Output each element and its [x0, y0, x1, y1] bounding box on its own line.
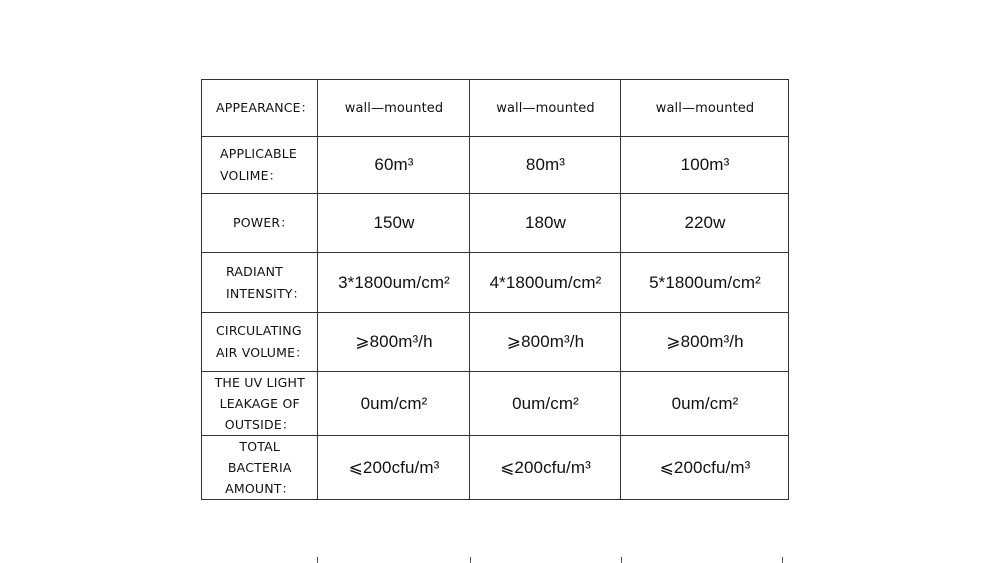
divider-tick [317, 557, 318, 563]
table-cell: 80m³ [470, 137, 621, 194]
row-label-appearance: APPEARANCE： [202, 80, 318, 137]
table-cell: ⩽200cfu/m³ [470, 436, 621, 500]
table-row-radiant-intensity [202, 253, 789, 313]
table-row-applicable-volume [202, 137, 789, 194]
table-cell: 0um/cm² [621, 372, 789, 436]
table-cell: 4*1800um/cm² [470, 253, 621, 313]
table-cell: ⩽200cfu/m³ [621, 436, 789, 500]
table-cell: wall—mounted [621, 80, 789, 137]
table-cell: ⩾800m³/h [318, 313, 470, 372]
divider-tick [782, 557, 783, 563]
row-label-total-bacteria-amount: TOTAL BACTERIA AMOUNT： [202, 436, 318, 500]
table-row-circulating-air-volume [202, 313, 789, 372]
table-cell: ⩾800m³/h [470, 313, 621, 372]
table-cell: ⩾800m³/h [621, 313, 789, 372]
table-cell: ⩽200cfu/m³ [318, 436, 470, 500]
table-cell: 60m³ [318, 137, 470, 194]
table-cell: wall—mounted [470, 80, 621, 137]
divider-tick [470, 557, 471, 563]
row-label-radiant-intensity: RADIANT INTENSITY： [202, 253, 318, 313]
table-cell: 0um/cm² [470, 372, 621, 436]
table-row-power [202, 194, 789, 253]
divider-tick [621, 557, 622, 563]
row-label-uv-light-leakage: THE UV LIGHT LEAKAGE OF OUTSIDE： [202, 372, 318, 436]
table-row-uv-light-leakage [202, 372, 789, 436]
table-row-total-bacteria-amount [202, 436, 789, 500]
table-cell: 3*1800um/cm² [318, 253, 470, 313]
row-label-power: POWER： [202, 194, 318, 253]
table-cell: 5*1800um/cm² [621, 253, 789, 313]
table-cell: 150w [318, 194, 470, 253]
row-label-applicable-volume: APPLICABLE VOLIME： [202, 137, 318, 194]
table-cell: 180w [470, 194, 621, 253]
table-row-appearance [202, 80, 789, 137]
table-cell: 100m³ [621, 137, 789, 194]
table-cell: wall—mounted [318, 80, 470, 137]
spec-table [201, 79, 789, 500]
row-label-circulating-air-volume: CIRCULATING AIR VOLUME： [202, 313, 318, 372]
table-cell: 0um/cm² [318, 372, 470, 436]
table-cell: 220w [621, 194, 789, 253]
